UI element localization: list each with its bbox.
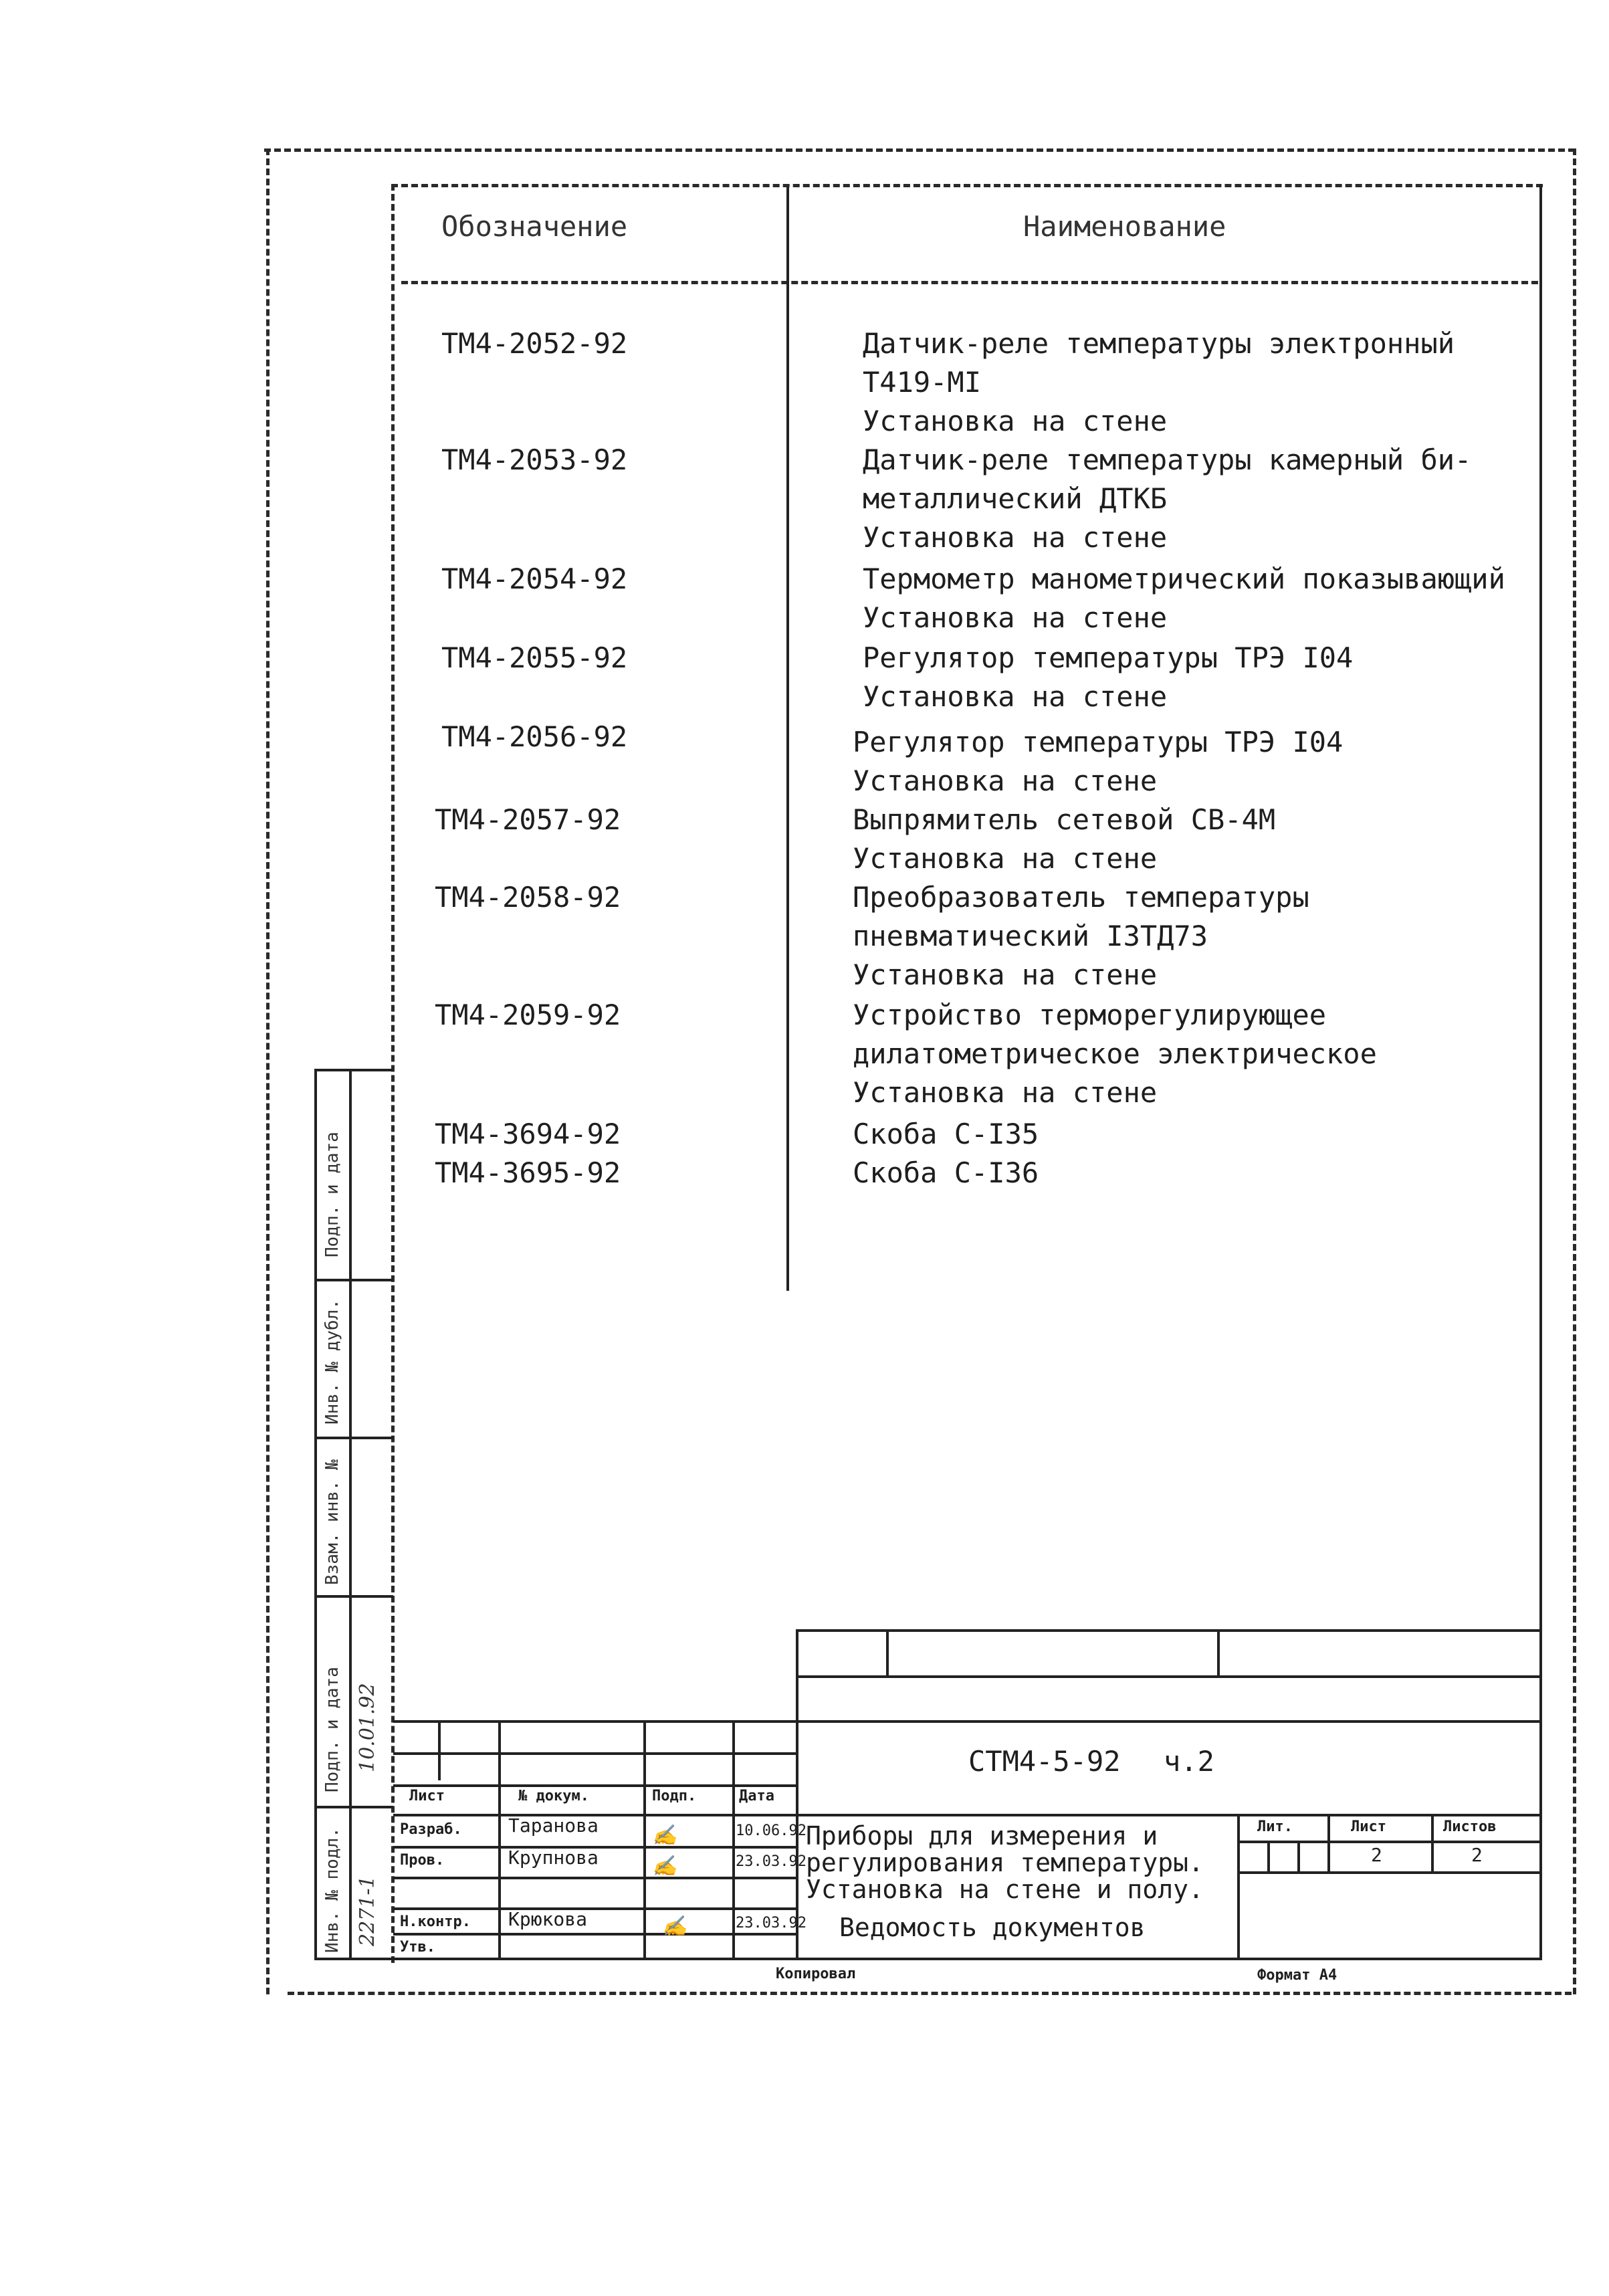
margin-label-sign-date-2: Подп. и дата bbox=[322, 1667, 342, 1792]
role-checker: Пров. bbox=[400, 1852, 445, 1869]
margin-strip-left-line bbox=[314, 1070, 317, 1960]
row-name-line: металлический ДТКБ bbox=[863, 482, 1168, 515]
row-name-line: Устройство терморегулирующее bbox=[853, 999, 1327, 1031]
title-line: Установка на стене и полу. bbox=[806, 1875, 1204, 1904]
signature-developer: ✍ bbox=[652, 1824, 677, 1847]
date-checker: 23.03.92 bbox=[736, 1853, 807, 1870]
margin-handwritten-date: 10.01.92 bbox=[356, 1683, 379, 1772]
outer-left-border bbox=[266, 148, 270, 1994]
inner-left-border bbox=[391, 184, 395, 1963]
signature-norm: ✍ bbox=[662, 1915, 687, 1938]
margin-divider bbox=[314, 1437, 393, 1439]
row-name-line: Регулятор температуры ТРЭ I04 bbox=[863, 641, 1354, 674]
row-name-line: Т419-МI bbox=[863, 366, 982, 399]
row-name-line: Установка на стене bbox=[853, 842, 1158, 875]
row-name-line: Установка на стене bbox=[863, 680, 1168, 713]
date-norm: 23.03.92 bbox=[736, 1915, 807, 1932]
row-name-line: Датчик-реле температуры камерный би- bbox=[863, 443, 1472, 476]
tb-line bbox=[886, 1629, 889, 1676]
row-code: ТМ4-2054-92 bbox=[441, 562, 628, 595]
tb-line bbox=[1217, 1629, 1220, 1676]
row-name-line: Установка на стене bbox=[863, 405, 1168, 437]
role-approve: Утв. bbox=[400, 1939, 435, 1956]
title-line: Приборы для измерения и bbox=[806, 1821, 1158, 1851]
doc-code: СТМ4-5-92 bbox=[968, 1745, 1121, 1778]
col-doc-no-label: № докум. bbox=[518, 1788, 589, 1804]
row-name-line: Установка на стене bbox=[863, 521, 1168, 554]
doc-part: ч.2 bbox=[1164, 1745, 1214, 1778]
col-sheets-label: Листов bbox=[1443, 1818, 1497, 1835]
margin-strip-mid-line bbox=[349, 1070, 352, 1960]
tb-line bbox=[1431, 1814, 1434, 1871]
tb-line bbox=[643, 1720, 646, 1958]
tb-line bbox=[796, 1814, 1541, 1816]
row-code: ТМ4-2053-92 bbox=[441, 443, 628, 476]
format-label: Формат А4 bbox=[1257, 1967, 1337, 1984]
row-code: ТМ4-2058-92 bbox=[435, 881, 621, 914]
margin-divider bbox=[314, 1595, 393, 1598]
header-name: Наименование bbox=[1023, 210, 1226, 243]
row-name-line: Преобразователь температуры bbox=[853, 881, 1309, 914]
margin-inv-number: 2271-1 bbox=[356, 1875, 379, 1946]
role-developer: Разраб. bbox=[400, 1821, 462, 1838]
tb-line bbox=[796, 1675, 1541, 1678]
row-name-line: Регулятор температуры ТРЭ I04 bbox=[853, 726, 1344, 758]
tb-line bbox=[393, 1752, 798, 1755]
row-name-line: Скоба С-I35 bbox=[853, 1118, 1039, 1150]
inner-right-border bbox=[1539, 184, 1542, 1960]
name-developer: Таранова bbox=[508, 1814, 599, 1837]
tb-line bbox=[438, 1720, 441, 1780]
margin-label-replace-inv: Взам. инв. № bbox=[322, 1459, 342, 1585]
row-name-line: Установка на стене bbox=[853, 958, 1158, 991]
margin-label-sign-date: Подп. и дата bbox=[322, 1132, 342, 1257]
row-code: ТМ4-2057-92 bbox=[435, 803, 621, 836]
sheet-number: 2 bbox=[1371, 1844, 1382, 1866]
name-norm: Крюкова bbox=[508, 1908, 588, 1930]
row-name-line: Датчик-реле температуры электронный bbox=[863, 327, 1455, 360]
col-sign-label: Подп. bbox=[652, 1788, 697, 1804]
tb-line bbox=[393, 1720, 1541, 1723]
tb-line bbox=[393, 1784, 798, 1787]
row-code: ТМ4-2055-92 bbox=[441, 641, 628, 674]
role-norm: Н.контр. bbox=[400, 1913, 471, 1930]
column-divider bbox=[786, 187, 789, 1291]
row-code: ТМ4-2056-92 bbox=[441, 720, 628, 753]
margin-strip-top-line bbox=[314, 1069, 393, 1071]
sheets-total: 2 bbox=[1471, 1844, 1483, 1866]
col-list-label: Лист bbox=[409, 1788, 445, 1804]
margin-label-inv-dup: Инв. № дубл. bbox=[322, 1299, 342, 1425]
tb-line bbox=[393, 1933, 798, 1936]
row-code: ТМ4-3694-92 bbox=[435, 1118, 621, 1150]
signature-checker: ✍ bbox=[652, 1855, 677, 1878]
row-name-line: Скоба С-I36 bbox=[853, 1156, 1039, 1189]
row-code: ТМ4-2052-92 bbox=[441, 327, 628, 360]
tb-line bbox=[1237, 1841, 1541, 1843]
tb-line bbox=[393, 1907, 798, 1910]
header-separator bbox=[401, 281, 1538, 284]
row-name-line: дилатометрическое электрическое bbox=[853, 1037, 1377, 1070]
tb-line bbox=[1297, 1841, 1300, 1871]
tb-line bbox=[1237, 1814, 1240, 1958]
tb-line bbox=[1267, 1841, 1270, 1871]
row-code: ТМ4-2059-92 bbox=[435, 999, 621, 1031]
row-name-line: Установка на стене bbox=[853, 1076, 1158, 1109]
doc-type: Ведомость документов bbox=[839, 1913, 1146, 1942]
copied-by-label: Копировал bbox=[776, 1966, 856, 1982]
row-name-line: Выпрямитель сетевой СВ-4М bbox=[853, 803, 1276, 836]
margin-label-inv-orig: Инв. № подл. bbox=[322, 1827, 342, 1953]
margin-divider bbox=[314, 1279, 393, 1281]
tb-line bbox=[393, 1877, 798, 1879]
tb-line bbox=[1237, 1871, 1541, 1874]
margin-divider bbox=[314, 1806, 393, 1808]
row-code: ТМ4-3695-92 bbox=[435, 1156, 621, 1189]
row-name-line: Установка на стене bbox=[863, 601, 1168, 634]
col-lit-label: Лит. bbox=[1257, 1818, 1293, 1835]
name-checker: Крупнова bbox=[508, 1847, 599, 1869]
col-sheet-label: Лист bbox=[1351, 1818, 1386, 1835]
title-line: регулирования температуры. bbox=[806, 1848, 1204, 1877]
inner-top-border bbox=[391, 184, 1543, 187]
tb-line bbox=[498, 1720, 501, 1958]
outer-top-border bbox=[264, 148, 1575, 152]
outer-bottom-border bbox=[288, 1992, 1572, 1995]
row-name-line: пневматический I3ТД73 bbox=[853, 920, 1208, 952]
tb-top-line bbox=[796, 1629, 1541, 1632]
row-name-line: Термометр манометрический показывающий bbox=[863, 562, 1505, 595]
col-date-label: Дата bbox=[739, 1788, 774, 1804]
row-name-line: Установка на стене bbox=[853, 764, 1158, 797]
date-developer: 10.06.92 bbox=[736, 1822, 807, 1839]
outer-right-border bbox=[1573, 148, 1576, 1994]
header-designation: Обозначение bbox=[441, 210, 628, 243]
tb-line bbox=[1327, 1814, 1330, 1871]
tb-line bbox=[732, 1720, 735, 1958]
